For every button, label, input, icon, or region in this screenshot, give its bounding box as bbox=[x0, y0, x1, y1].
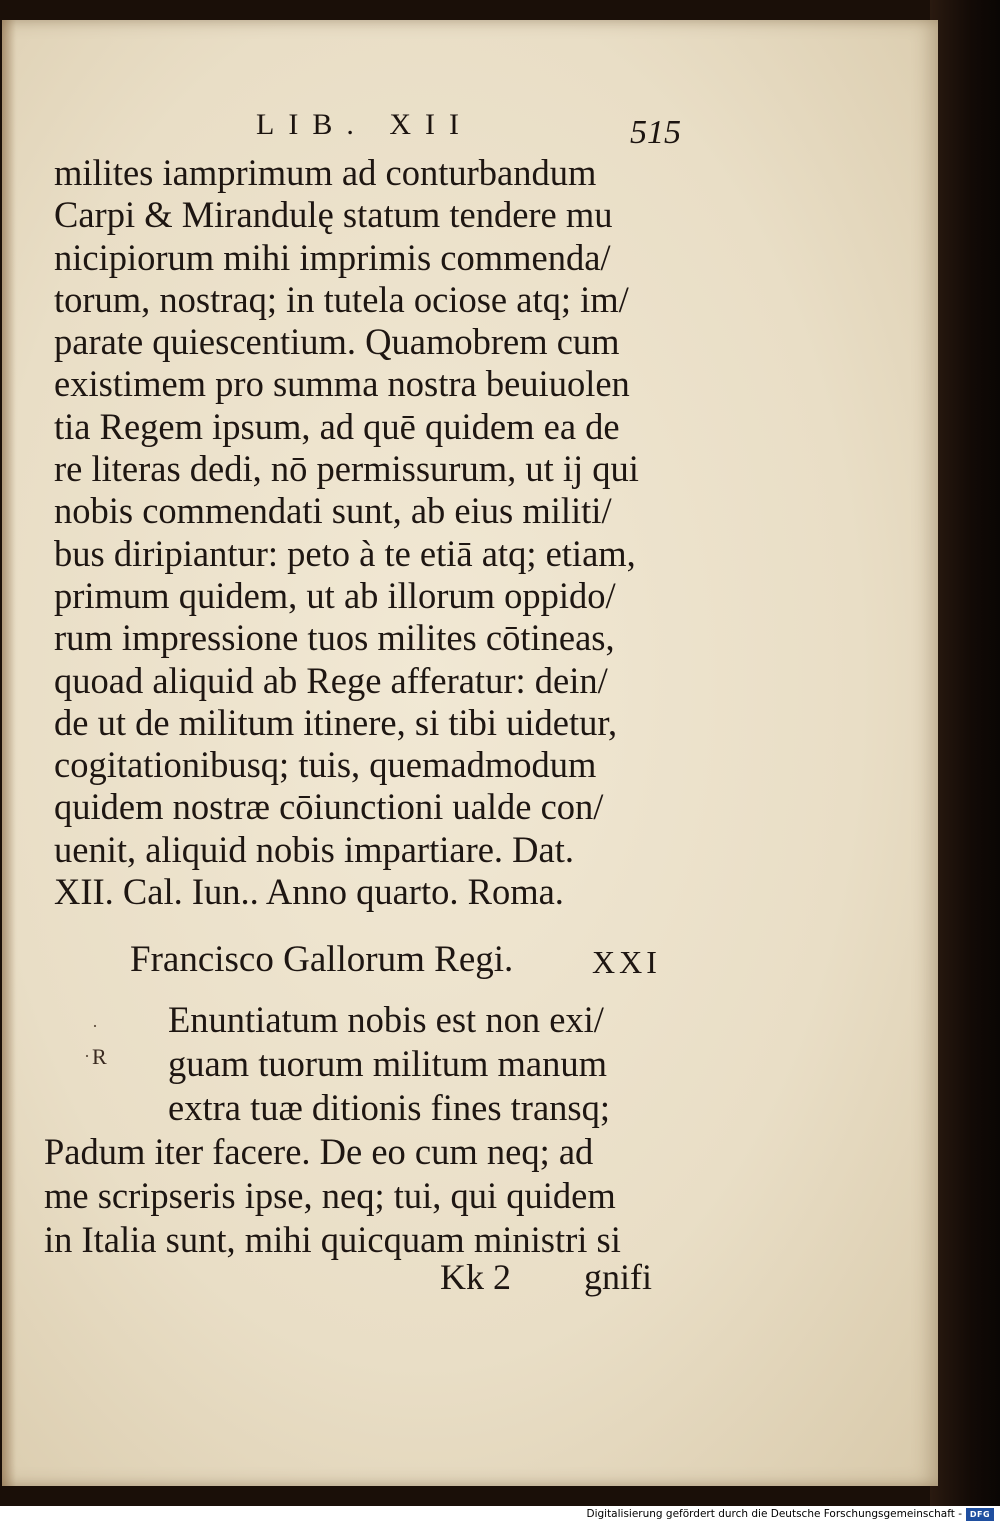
text-line: Padum iter facere. De eo cum neq; ad bbox=[44, 1131, 594, 1172]
text-line: Enuntiatum nobis est non exi/ bbox=[168, 999, 604, 1040]
folio-number: 515 bbox=[630, 114, 681, 151]
letter-number: XXI bbox=[592, 944, 661, 980]
text-line: parate quiescentium. Quamobrem cum bbox=[54, 321, 620, 363]
text-line: primum quidem, ut ab illorum oppido/ bbox=[54, 574, 616, 616]
running-head bbox=[0, 108, 1000, 151]
text-line: cogitationibusq; tuis, quemadmodum bbox=[54, 744, 597, 786]
letter-heading: Francisco Gallorum Regi. bbox=[130, 939, 514, 980]
footer-bar bbox=[0, 1506, 1000, 1524]
text-line: re literas dedi, nō permissurum, ut ij qui bbox=[54, 448, 639, 490]
text-line: de ut de militum itinere, si tibi uidetur, bbox=[54, 701, 618, 743]
margin-note: R bbox=[92, 1044, 107, 1069]
text-line: tia Regem ipsum, ad quē quidem ea de bbox=[54, 405, 620, 447]
text-line: bus diripiantur: peto à te etiā atq; etiam, bbox=[54, 532, 636, 574]
text-line: XII. Cal. Iun.. Anno quarto. Roma. bbox=[54, 871, 564, 913]
text-line: existimem pro summa nostra beuiuolen bbox=[54, 363, 630, 405]
text-line: nicipiorum mihi imprimis commenda/ bbox=[54, 236, 611, 278]
text-line: milites iamprimum ad conturbandum bbox=[54, 152, 597, 193]
text-line: quoad aliquid ab Rege afferatur: dein/ bbox=[54, 659, 608, 701]
text-line: nobis commendati sunt, ab eius militi/ bbox=[54, 490, 612, 532]
catchword: gnifi bbox=[584, 1257, 652, 1297]
letter-text bbox=[44, 998, 621, 1262]
text-line: guam tuorum militum manum bbox=[168, 1043, 607, 1084]
text-line: uenit, aliquid nobis impartiare. Dat. bbox=[54, 828, 575, 870]
funding-credit: Digitalisierung gefördert durch die Deutsche Forschungsgemeinschaft - bbox=[586, 1508, 962, 1520]
book-edge bbox=[930, 0, 1000, 1506]
dfg-logo-icon: DFG bbox=[966, 1508, 994, 1521]
running-title: LIB. XII bbox=[256, 108, 473, 141]
margin-dot: · bbox=[84, 1046, 90, 1066]
body-text bbox=[54, 152, 684, 913]
text-line: quidem nostræ cōiunctioni ualde con/ bbox=[54, 786, 604, 828]
text-line: extra tuæ ditionis fines transq; bbox=[168, 1087, 610, 1128]
text-line: me scripseris ipse, neq; tui, qui quidem bbox=[44, 1175, 616, 1216]
text-line: torum, nostraq; in tutela ociose atq; im/ bbox=[54, 278, 629, 320]
text-line: in Italia sunt, mihi quicquam ministri si bbox=[44, 1219, 621, 1260]
page-gutter-shadow bbox=[2, 20, 16, 1486]
text-line: Carpi & Mirandulę statum tendere mu bbox=[54, 194, 613, 236]
signature-mark: Kk 2 bbox=[440, 1257, 511, 1297]
margin-dot: · bbox=[92, 1016, 98, 1036]
text-line: rum impressione tuos milites cōtineas, bbox=[54, 617, 615, 659]
